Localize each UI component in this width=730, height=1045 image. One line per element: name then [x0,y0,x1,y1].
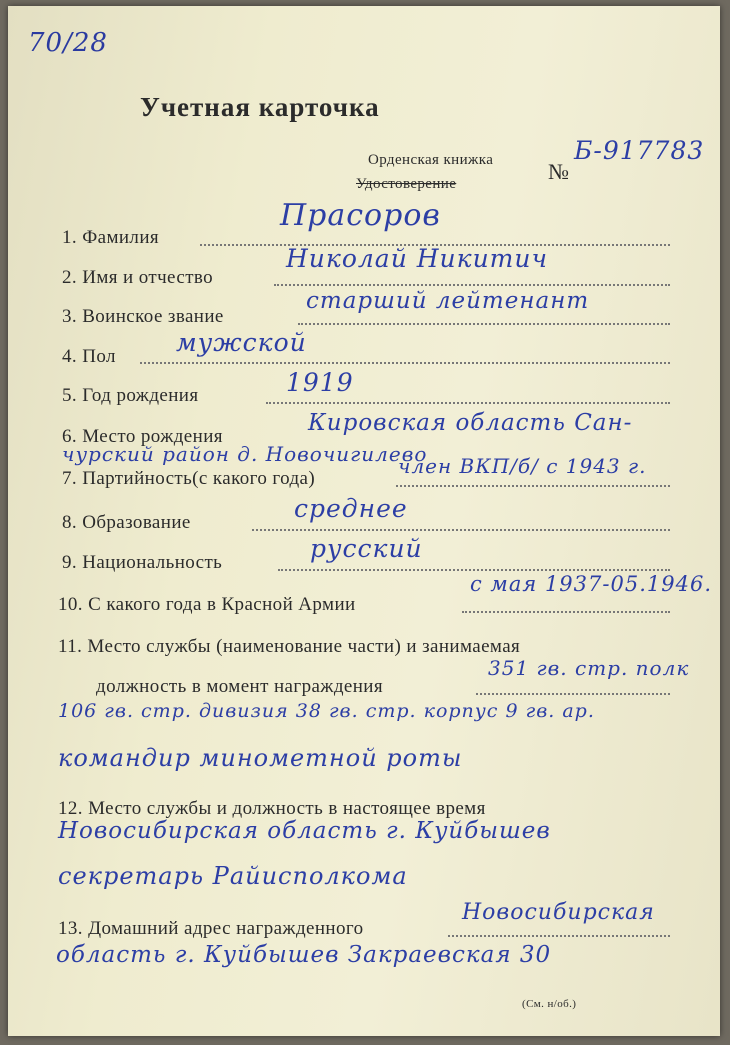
field-current-service-value-line1: Новосибирская область г. Куйбышев [58,818,551,844]
field-sex-line [140,362,670,364]
field-education-label: 8. Образование [62,512,191,533]
field-surname-label: 1. Фамилия [62,227,160,248]
field-service-value-line1: 351 гв. стр. полк [488,656,690,680]
corner-note: 70/28 [28,28,108,58]
field-party-line [396,485,670,487]
field-education-value: среднее [294,494,408,523]
field-current-service-value-line2: секретарь Райисполкома [58,862,408,890]
field-surname-value: Прасоров [280,198,441,233]
field-birth-year-value: 1919 [286,368,354,397]
field-army-since-line [462,611,670,613]
order-book-number: Б-917783 [574,136,705,165]
field-birthplace-value-line1: Кировская область Сан- [308,410,633,436]
field-birthplace-label: 6. Место рождения [62,426,223,447]
field-party-label: 7. Партийность(с какого года) [62,468,316,489]
field-service-value-line3: командир минометной роты [58,744,463,772]
record-card [8,6,720,1036]
field-sex-label: 4. Пол [62,346,116,367]
field-name-label: 2. Имя и отчество [62,267,214,288]
field-party-value: член ВКП/б/ с 1943 г. [398,454,647,478]
doc-type-order-book: Орденская книжка [368,152,494,168]
field-current-service-label: 12. Место службы и должность в настоящее время [58,798,486,819]
field-rank-value: старший лейтенант [306,288,590,314]
field-army-since-label: 10. С какого года в Красной Армии [58,594,356,615]
field-service-line [476,693,670,695]
field-rank-line [298,323,670,325]
field-name-line [274,284,670,286]
field-birthplace-value-line2: чурский район д. Новочигилево [62,442,428,466]
field-service-value-line2: 106 гв. стр. дивизия 38 гв. стр. корпус 9 гв. ар. [58,700,595,722]
field-army-since-value: с мая 1937-05.1946. [470,572,713,596]
field-rank-label: 3. Воинское звание [62,306,224,327]
field-address-value-line2: область г. Куйбышев Закраевская 30 [56,942,552,968]
field-address-value-line1: Новосибирская [462,900,655,925]
footer-note: (См. н/об.) [522,998,577,1010]
field-nationality-value: русский [310,534,423,563]
field-nationality-line [278,569,670,571]
field-birth-year-line [266,402,670,404]
card-title: Учетная карточка [140,92,380,122]
doc-type-certificate: Удостоверение [356,176,457,192]
number-sign: № [548,159,570,184]
field-address-line [448,935,670,937]
field-service-label-line2: должность в момент награждения [96,676,384,697]
field-birth-year-label: 5. Год рождения [62,385,199,406]
field-name-value: Николай Никитич [286,244,549,273]
field-address-label: 13. Домашний адрес награжденного [58,918,364,939]
field-sex-value: мужской [176,328,307,357]
field-nationality-label: 9. Национальность [62,552,223,573]
field-education-line [252,529,670,531]
field-service-label-line1: 11. Место службы (наименование части) и занимаемая [58,636,521,657]
